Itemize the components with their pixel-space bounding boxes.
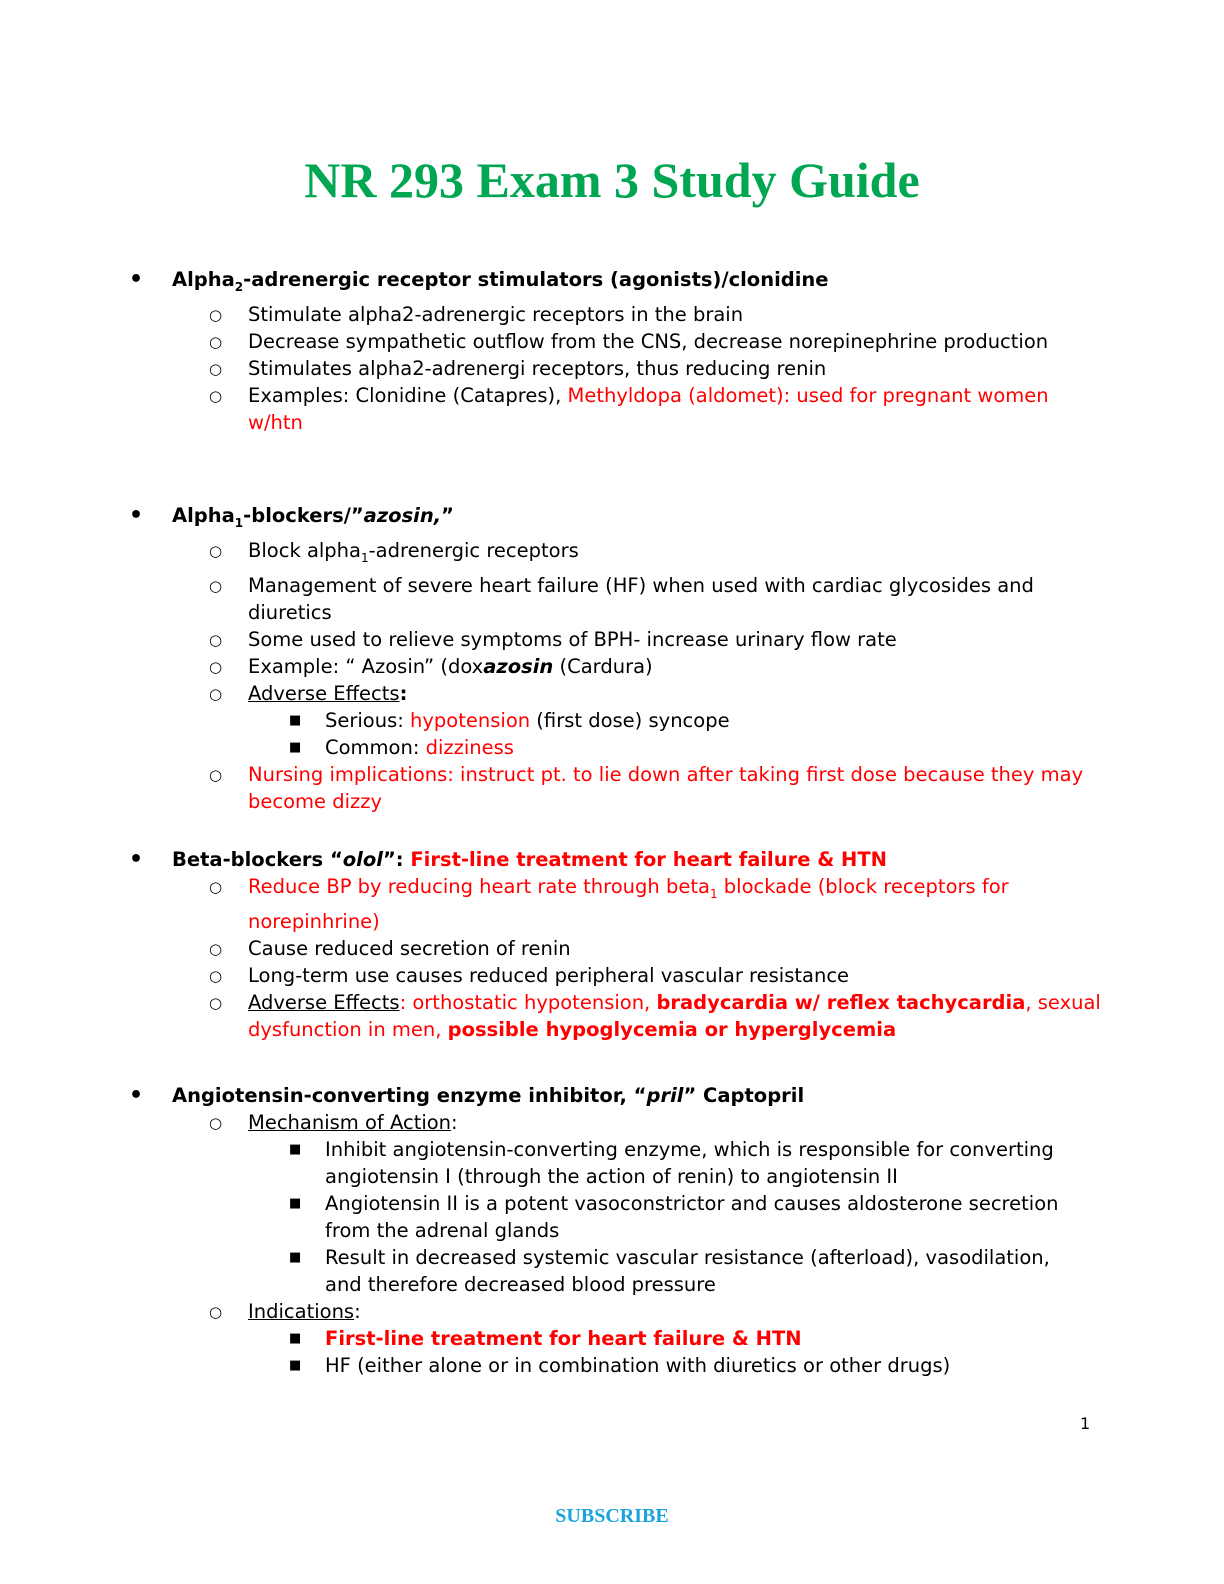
sub-list-item: ■ Angiotensin II is a potent vasoconstrictor and causes aldosterone secretion from the adrenal glands xyxy=(289,1192,1059,1242)
circle-bullet-icon: ○ xyxy=(209,630,223,649)
square-bullet-icon: ■ xyxy=(289,1196,302,1211)
list-item: ○ Block alpha$_1$-adrenergic receptors xyxy=(209,538,579,565)
section-heading: • Beta-blockers “olol”: First-line treatment for heart failure & HTN xyxy=(129,847,887,872)
list-item: ○ Some used to relieve symptoms of BPH- increase urinary flow rate xyxy=(0,626,1224,653)
list-item: ○ Examples: Clonidine (Catapres), Methyldopa (aldomet): used for pregnant women w/htn xyxy=(209,383,1049,434)
section-heading: • Alpha$_1$-blockers/”azosin,” xyxy=(129,503,454,530)
circle-bullet-icon: ○ xyxy=(209,1303,223,1321)
square-bullet-icon: ■ xyxy=(289,1250,302,1265)
sub-list-item: ■ HF (either alone or in combination with diuretics or other drugs) xyxy=(289,1354,951,1377)
section-heading: • Angiotensin-converting enzyme inhibitor, “pril” Captopril xyxy=(129,1083,805,1108)
circle-bullet-icon: ○ xyxy=(209,541,223,560)
sub-list-item: ■ Serious: hypotension (first dose) syncope xyxy=(289,708,730,732)
section-heading: • Alpha$_2$-adrenergic receptor stimulators (agonists)/clonidine xyxy=(129,267,829,294)
circle-bullet-icon: ○ xyxy=(209,939,223,958)
circle-bullet-icon: ○ xyxy=(209,765,223,784)
circle-bullet-icon: ○ xyxy=(209,993,223,1012)
list-item: ○ Indications: xyxy=(0,1298,1224,1325)
circle-bullet-icon: ○ xyxy=(209,359,223,378)
circle-bullet-icon: ○ xyxy=(209,684,223,703)
bullet-icon: • xyxy=(129,503,144,528)
circle-bullet-icon: ○ xyxy=(209,332,223,351)
bullet-icon: • xyxy=(129,1083,144,1108)
circle-bullet-icon: ○ xyxy=(209,966,223,985)
list-item: ○ Management of severe heart failure (HF) when used with cardiac glycosides and diuretics xyxy=(209,573,1034,624)
list-item: ○ Decrease sympathetic outflow from the CNS, decrease norepinephrine production xyxy=(0,328,1224,355)
square-bullet-icon: ■ xyxy=(289,739,302,755)
sub-list-item: ■ Result in decreased systemic vascular resistance (afterload), vasodilation, and therefore decreased blood pressure xyxy=(289,1246,1050,1296)
circle-bullet-icon: ○ xyxy=(209,878,223,896)
square-bullet-icon: ■ xyxy=(289,1358,302,1373)
circle-bullet-icon: ○ xyxy=(209,386,223,405)
bullet-icon: • xyxy=(129,267,144,292)
list-item: ○ Mechanism of Action: xyxy=(0,1109,1224,1136)
section-alpha1-blockers xyxy=(0,502,1224,815)
square-bullet-icon: ■ xyxy=(289,712,302,728)
section-alpha2-agonists xyxy=(0,266,1224,436)
circle-bullet-icon: ○ xyxy=(209,576,223,595)
sub-list-item: ■ Inhibit angiotensin-converting enzyme, which is responsible for converting angiotensin I (through the action of renin) to angiotensin II xyxy=(289,1138,1054,1188)
section-beta-blockers xyxy=(0,846,1224,1043)
sub-list-item: ■ First-line treatment for heart failure & HTN xyxy=(289,1327,802,1350)
square-bullet-icon: ■ xyxy=(289,1331,302,1346)
list-item: ○ Reduce BP by reducing heart rate through beta$_1$ blockade (block receptors for norepinhrine) xyxy=(209,875,1009,933)
list-item: ○ Stimulate alpha2-adrenergic receptors in the brain xyxy=(0,301,1224,328)
list-item: ○ Long-term use causes reduced peripheral vascular resistance xyxy=(0,962,1224,989)
square-bullet-icon: ■ xyxy=(289,1142,302,1157)
section-ace-inhibitors xyxy=(0,1082,1224,1379)
page-number: 1 xyxy=(1080,1414,1091,1433)
subscribe-link[interactable]: SUBSCRIBE xyxy=(555,1505,669,1527)
list-item: ○ Example: “ Azosin” (doxazosin (Cardura) xyxy=(0,653,1224,680)
document-title: NR 293 Exam 3 Study Guide xyxy=(304,152,920,208)
list-item: ○ Stimulates alpha2-adrenergi receptors, thus reducing renin xyxy=(0,355,1224,382)
list-item: ○ Nursing implications: instruct pt. to lie down after taking first dose because they may become dizzy xyxy=(209,762,1084,813)
list-item: ○ Adverse Effects: xyxy=(0,680,1224,707)
circle-bullet-icon: ○ xyxy=(209,657,223,676)
circle-bullet-icon: ○ xyxy=(209,305,223,324)
list-item: ○ Adverse Effects: orthostatic hypotension, bradycardia w/ reflex tachycardia, sexual dysfunction in men, possible hypoglycemia or hyperglycemia xyxy=(209,990,1101,1041)
sub-list-item: ■ Common: dizziness xyxy=(289,735,514,759)
circle-bullet-icon: ○ xyxy=(209,1114,223,1132)
list-item: ○ Cause reduced secretion of renin xyxy=(0,935,1224,962)
bullet-icon: • xyxy=(129,847,144,872)
